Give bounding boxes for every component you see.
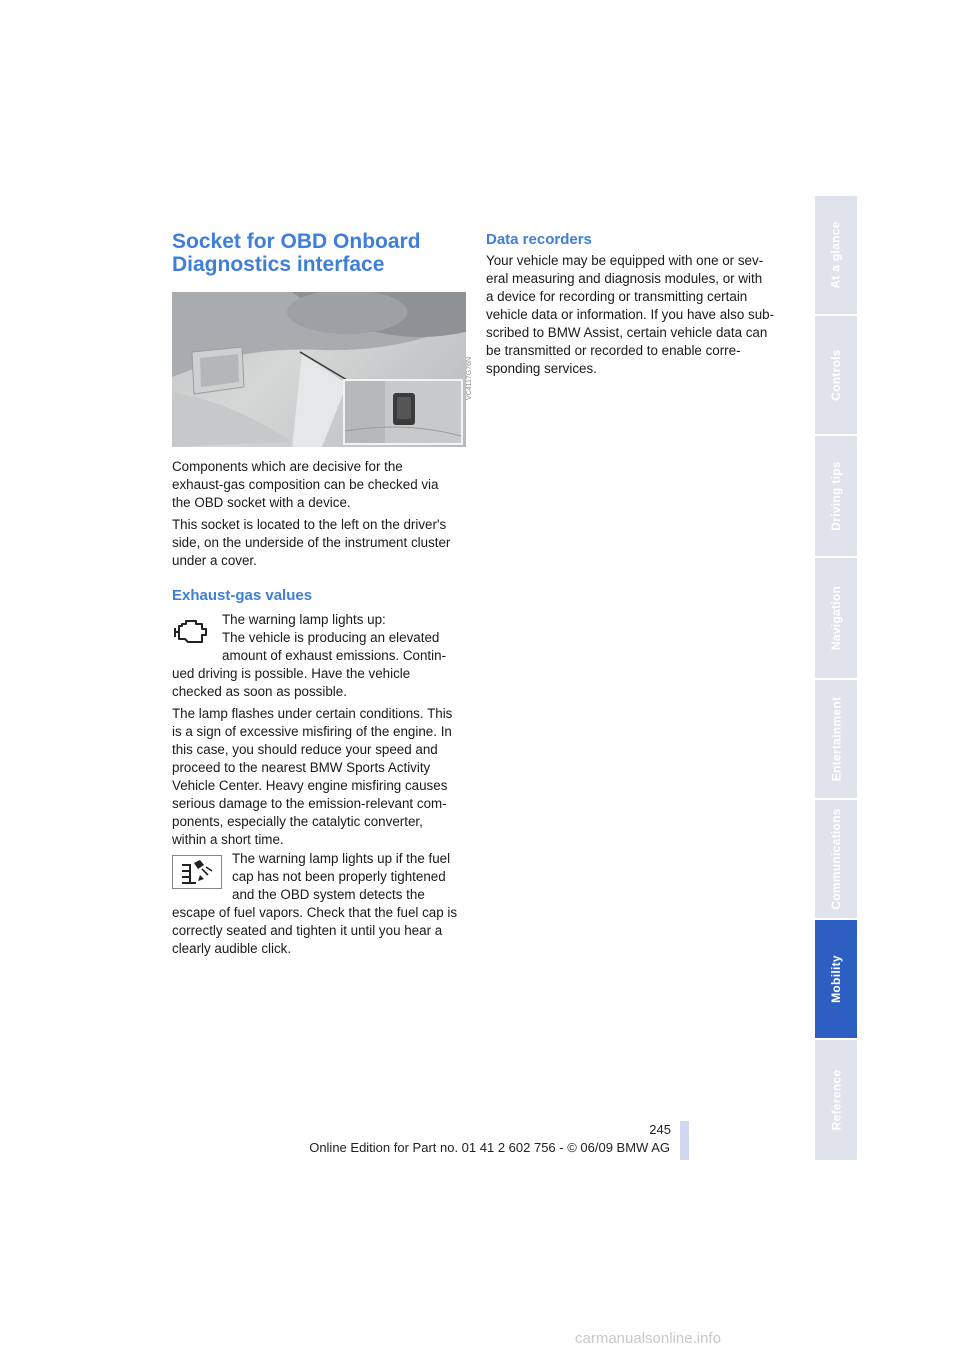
exhaust-heading: Exhaust-gas values <box>172 587 313 604</box>
fuel-paragraph-cont <box>172 904 472 958</box>
page-number: 245 <box>649 1122 671 1137</box>
text-line: this case, you should reduce your speed and <box>172 742 438 757</box>
check-engine-icon <box>172 620 212 649</box>
text-line: clearly audible click. <box>172 941 292 956</box>
chapter-tabs <box>815 196 857 1160</box>
text-line: amount of exhaust emissions. Contin- <box>222 648 447 663</box>
text-line: Components which are decisive for the <box>172 459 403 474</box>
tab-reference[interactable] <box>815 1040 857 1160</box>
tab-entertainment[interactable] <box>815 680 857 798</box>
exhaust-paragraph-1-indented <box>222 611 472 665</box>
photo-code: VC4117G76N <box>466 356 473 400</box>
text-line: Vehicle Center. Heavy engine misfiring causes <box>172 778 448 793</box>
tab-driving-tips[interactable] <box>815 436 857 556</box>
tab-label: Communications <box>829 808 844 910</box>
tab-label: At a glance <box>829 221 844 289</box>
text-line: escape of fuel vapors. Check that the fuel cap is <box>172 905 458 920</box>
text-line: The warning lamp lights up if the fuel <box>232 851 451 866</box>
text-line: sponding services. <box>486 361 597 376</box>
tab-label: Navigation <box>829 585 843 651</box>
page-number-marker <box>680 1121 689 1160</box>
text-line: The warning lamp lights up: <box>222 612 386 627</box>
text-line: the OBD socket with a device. <box>172 495 351 510</box>
fuel-paragraph-indented <box>232 850 472 904</box>
text-line: proceed to the nearest BMW Sports Activity <box>172 760 431 775</box>
text-line: This socket is located to the left on the driver's <box>172 517 447 532</box>
tab-mobility[interactable] <box>815 920 857 1038</box>
exhaust-paragraph-1-cont <box>172 665 472 701</box>
tab-at-a-glance[interactable] <box>815 196 857 314</box>
edition-footer: Online Edition for Part no. 01 41 2 602 756 - © 06/09 BMW AG <box>309 1140 670 1155</box>
text-line: eral measuring and diagnosis modules, or with <box>486 271 763 286</box>
fuel-cap-icon <box>172 855 222 894</box>
text-line: Your vehicle may be equipped with one or sev- <box>486 253 764 268</box>
intro-paragraph-2 <box>172 516 472 570</box>
text-line: scribed to BMW Assist, certain vehicle data can <box>486 325 768 340</box>
obd-socket-inset <box>343 379 463 445</box>
socket-closeup <box>345 381 461 443</box>
text-line: and the OBD system detects the <box>232 887 425 902</box>
tab-label: Reference <box>829 1069 844 1131</box>
tab-label: Controls <box>829 349 844 401</box>
text-line: side, on the underside of the instrument cluster <box>172 535 451 550</box>
text-line: under a cover. <box>172 553 257 568</box>
tab-navigation[interactable] <box>815 558 857 678</box>
text-line: serious damage to the emission-relevant com- <box>172 796 447 811</box>
page-title <box>172 230 472 276</box>
data-recorders-heading: Data recorders <box>486 231 592 248</box>
text-line: correctly seated and tighten it until you hear a <box>172 923 443 938</box>
text-line: be transmitted or recorded to enable corre- <box>486 343 741 358</box>
title-line-1: Socket for OBD Onboard <box>172 230 421 253</box>
tab-controls[interactable] <box>815 316 857 434</box>
tab-label: Driving tips <box>829 461 844 531</box>
tab-label: Entertainment <box>829 696 844 782</box>
text-line: ued driving is possible. Have the vehicle <box>172 666 411 681</box>
text-line: checked as soon as possible. <box>172 684 347 699</box>
text-line: within a short time. <box>172 832 284 847</box>
text-line: is a sign of excessive misfiring of the engine. In <box>172 724 452 739</box>
text-line: exhaust-gas composition can be checked via <box>172 477 439 492</box>
text-line: The vehicle is producing an elevated <box>222 630 440 645</box>
exhaust-paragraph-2 <box>172 705 472 849</box>
text-line: ponents, especially the catalytic converter, <box>172 814 423 829</box>
text-line: vehicle data or information. If you have also sub- <box>486 307 775 322</box>
text-line: cap has not been properly tightened <box>232 869 446 884</box>
data-recorders-paragraph <box>486 252 786 378</box>
text-line: a device for recording or transmitting certain <box>486 289 748 304</box>
watermark: carmanualsonline.info <box>575 1330 721 1347</box>
tab-label: Mobility <box>829 955 844 1003</box>
tab-communications[interactable] <box>815 800 857 918</box>
text-line: The lamp flashes under certain conditions. This <box>172 706 453 721</box>
title-line-2: Diagnostics interface <box>172 253 385 276</box>
intro-paragraph-1 <box>172 458 472 512</box>
